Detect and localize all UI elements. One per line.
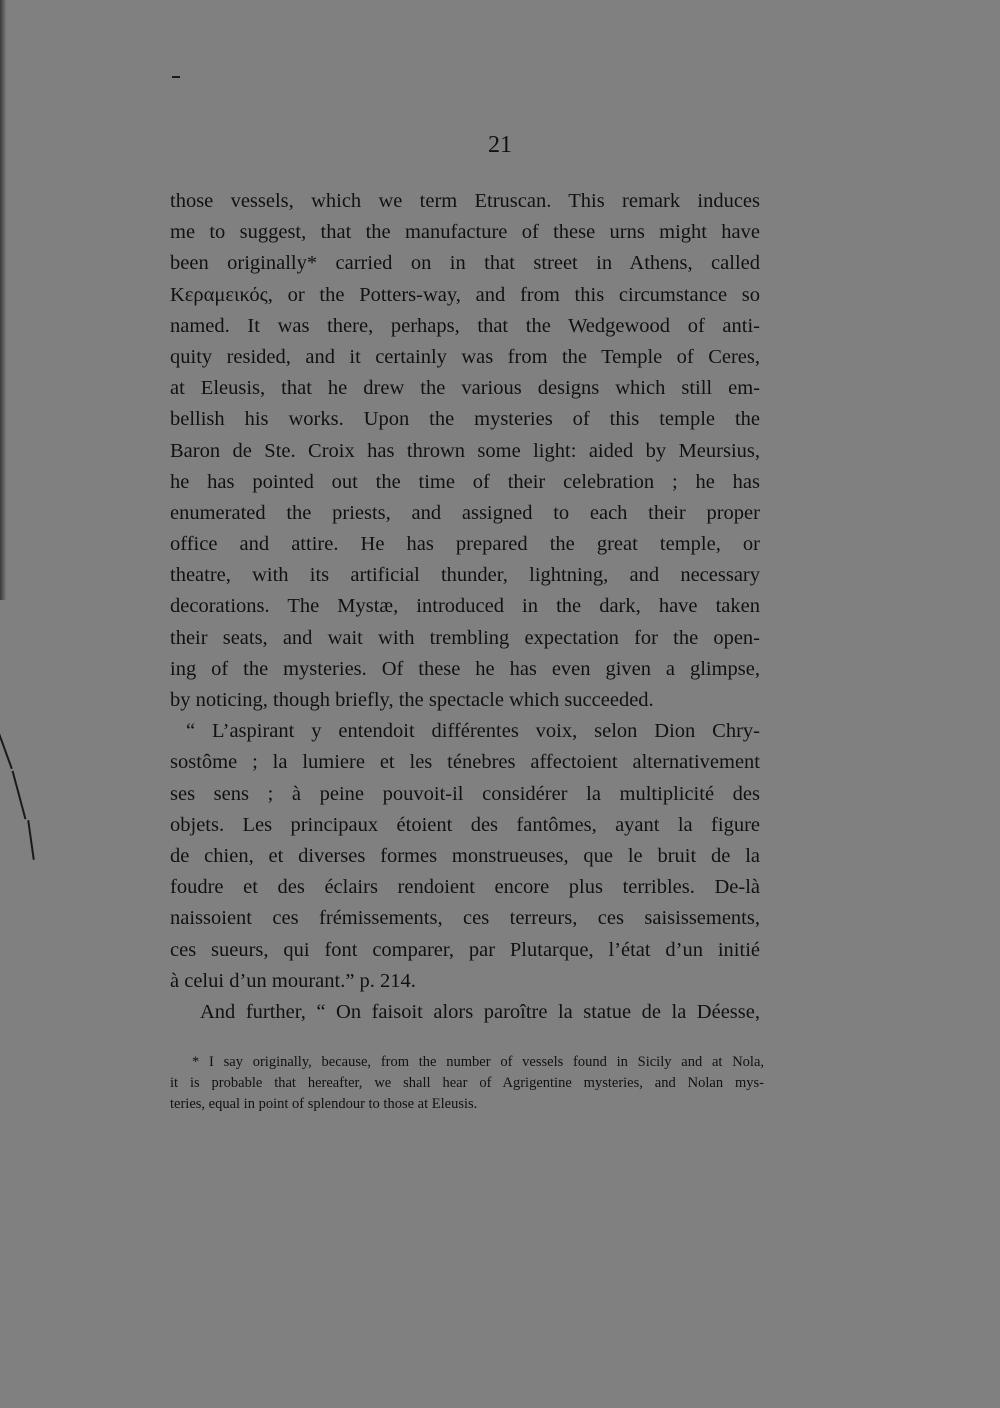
- quote-line: naissoient ces frémissements, ces terreurs, ces saisissements,: [170, 907, 760, 930]
- quote-line: à celui d’un mourant.” p. 214.: [170, 969, 416, 992]
- quote-line: de chien, et diverses formes monstrueuses, que le bruit de la: [170, 844, 760, 867]
- footnote-line: it is probable that hereafter, we shall hear of Agrigentine mysteries, and Nolan mys-: [170, 1075, 764, 1091]
- text-line: quity resided, and it certainly was from the Temple of Ceres,: [170, 345, 760, 368]
- quote-line: ces sueurs, qui font comparer, par Plutarque, l’état d’un initié: [170, 938, 760, 961]
- scan-mark: [172, 76, 180, 78]
- page-edge-shadow: [0, 0, 6, 600]
- text-line: named. It was there, perhaps, that the Wedgewood of anti-: [170, 314, 760, 337]
- text-line: decorations. The Mystæ, introduced in the dark, have taken: [170, 595, 760, 618]
- text-line: ing of the mysteries. Of these he has even given a glimpse,: [170, 657, 760, 680]
- text-line: office and attire. He has prepared the great temple, or: [170, 533, 760, 556]
- footnote: [170, 1052, 764, 1115]
- text-line: enumerated the priests, and assigned to each their proper: [170, 501, 760, 524]
- scan-mark: [27, 820, 35, 860]
- text-line: theatre, with its artificial thunder, lightning, and necessary: [170, 564, 760, 587]
- quote-line: objets. Les principaux étoient des fantômes, ayant la figure: [170, 813, 760, 836]
- text-line: bellish his works. Upon the mysteries of this temple the: [170, 408, 760, 431]
- quote-line: sostôme ; la lumiere et les ténebres affectoient alternativement: [170, 751, 760, 774]
- text-line: Κεραμεικός, or the Potters-way, and from this circumstance so: [170, 283, 760, 306]
- text-line: he has pointed out the time of their celebration ; he has: [170, 470, 760, 493]
- text-line: their seats, and wait with trembling expectation for the open-: [170, 626, 760, 649]
- text-line: at Eleusis, that he drew the various designs which still em-: [170, 377, 760, 400]
- scan-mark: [12, 771, 27, 820]
- quote-line: ses sens ; à peine pouvoit-il considérer la multiplicité des: [170, 782, 760, 805]
- text-line: those vessels, which we term Etruscan. This remark induces: [170, 190, 760, 212]
- text-line: And further, “ On faisoit alors paroître la statue de la Déesse,: [200, 1000, 760, 1023]
- quote-line: “ L’aspirant y entendoit différentes voix, selon Dion Chry-: [186, 720, 760, 743]
- quote-line: foudre et des éclairs rendoient encore plus terribles. De-là: [170, 876, 760, 899]
- text-line: by noticing, though briefly, the spectacle which succeeded.: [170, 689, 654, 711]
- text-line: me to suggest, that the manufacture of these urns might have: [170, 221, 760, 244]
- footnote-line: teries, equal in point of splendour to those at Eleusis.: [170, 1096, 478, 1112]
- footnote-line: * I say originally, because, from the number of vessels found in Sicily and at Nola,: [192, 1054, 764, 1070]
- text-line: been originally* carried on in that street in Athens, called: [170, 252, 760, 275]
- page-number: 21: [488, 132, 512, 158]
- scan-mark: [0, 731, 13, 769]
- body-text: [170, 186, 760, 1028]
- text-line: Baron de Ste. Croix has thrown some light: aided by Meursius,: [170, 439, 760, 462]
